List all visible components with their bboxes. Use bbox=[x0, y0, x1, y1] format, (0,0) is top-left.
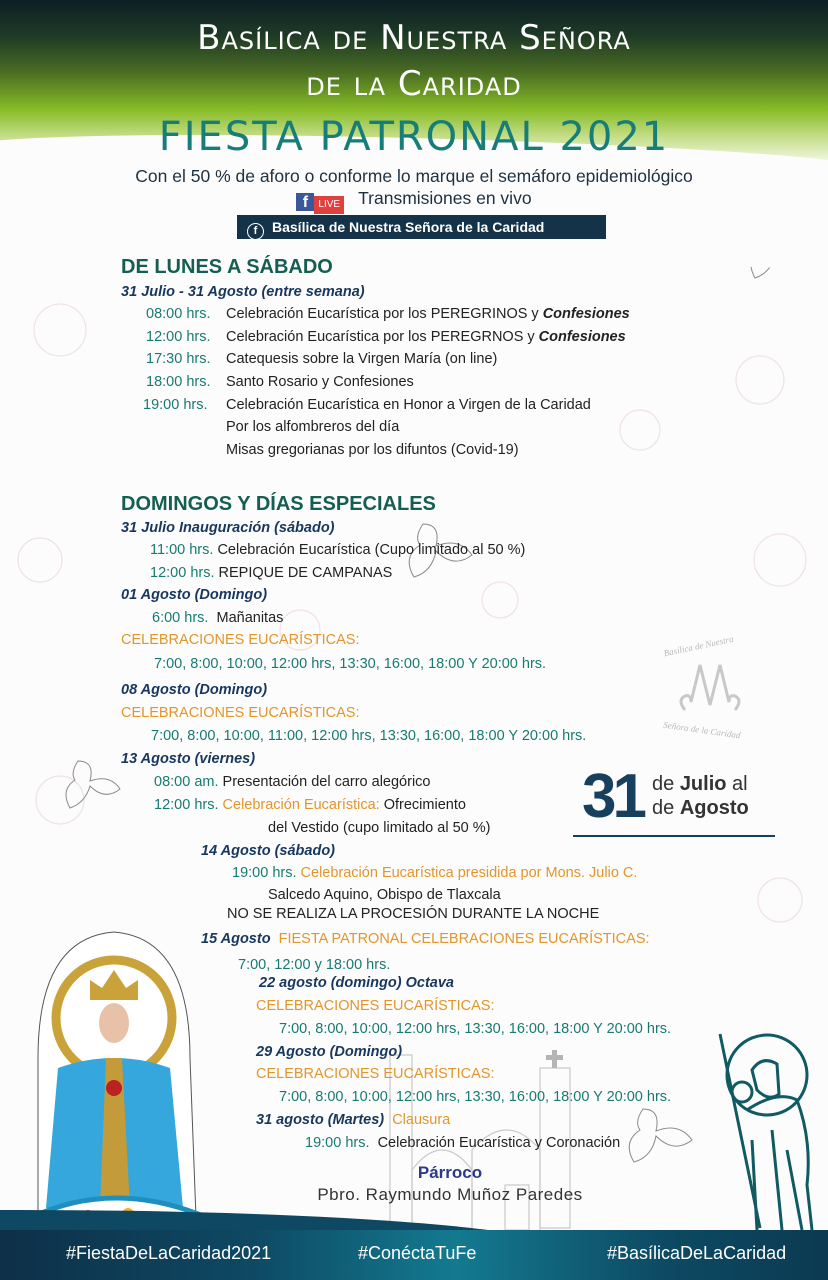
celebration-times: 7:00, 8:00, 10:00, 12:00 hrs, 13:30, 16:00, 18:00 Y 20:00 hrs. bbox=[154, 656, 547, 672]
ago22-title: 22 agosto (domingo) Octava bbox=[259, 975, 454, 991]
capacity-note: Con el 50 % de aforo o conforme lo marque el semáforo epidemiológico bbox=[135, 166, 693, 186]
schedule-item: 12:00 hrs. Celebración Eucarística: Ofrecimiento bbox=[154, 797, 466, 813]
schedule-item: 12:00 hrs. REPIQUE DE CAMPANAS bbox=[150, 565, 393, 581]
ago01-title: 01 Agosto (Domingo) bbox=[121, 587, 268, 603]
parish-priest-name: Pbro. Raymundo Muñoz Paredes bbox=[317, 1185, 583, 1204]
celebrations-label: CELEBRACIONES EUCARÍSTICAS: bbox=[256, 1066, 495, 1082]
schedule-item: 11:00 hrs. Celebración Eucarística (Cupo limitado al 50 %) bbox=[150, 542, 526, 558]
facebook-circle-icon: f bbox=[247, 223, 264, 240]
basilica-title-line2: de la Caridad bbox=[306, 64, 522, 104]
ago13-title: 13 Agosto (viernes) bbox=[121, 751, 256, 767]
ago14-title: 14 Agosto (sábado) bbox=[201, 843, 336, 859]
schedule-item: 17:30 hrs. Catequesis sobre la Virgen María (on line) bbox=[146, 351, 498, 367]
hashtag-conecta[interactable]: #ConéctaTuFe bbox=[358, 1243, 477, 1263]
basilica-title-line1: Basílica de Nuestra Señora bbox=[197, 18, 631, 58]
facebook-icon: f bbox=[296, 193, 314, 211]
ago29-title: 29 Agosto (Domingo) bbox=[256, 1044, 403, 1060]
basilica-seal bbox=[655, 635, 765, 745]
date-badge-underline bbox=[573, 835, 775, 837]
weekday-heading: DE LUNES A SÁBADO bbox=[121, 256, 333, 278]
schedule-item: 08:00 hrs. Celebración Eucarística por los PEREGRINOS y Confesiones bbox=[146, 306, 630, 322]
hashtag-fiesta[interactable]: #FiestaDeLaCaridad2021 bbox=[66, 1243, 272, 1263]
schedule-item: 19:00 hrs. Celebración Eucarística en Honor a Virgen de la Caridad bbox=[143, 397, 591, 413]
ago08-title: 08 Agosto (Domingo) bbox=[121, 682, 268, 698]
seal-text-bottom: Señora de la Caridad bbox=[662, 719, 742, 741]
celebrations-label: CELEBRACIONES EUCARÍSTICAS: bbox=[121, 705, 360, 721]
schedule-extra: del Vestido (cupo limitado al 50 %) bbox=[268, 820, 491, 836]
schedule-item: 6:00 hrs. Mañanitas bbox=[152, 610, 284, 626]
procession-notice: NO SE REALIZA LA PROCESIÓN DURANTE LA NOCHE bbox=[227, 906, 600, 922]
facebook-page-name: Basílica de Nuestra Señora de la Caridad bbox=[272, 219, 545, 235]
virgin-statue-image bbox=[18, 918, 210, 1238]
celebrations-label: CELEBRACIONES EUCARÍSTICAS: bbox=[256, 998, 495, 1014]
schedule-extra: Misas gregorianas por los difuntos (Covid-19) bbox=[226, 442, 519, 458]
schedule-item: 12:00 hrs. Celebración Eucarística por los PEREGRNOS y Confesiones bbox=[146, 329, 626, 345]
celebrations-label: CELEBRACIONES EUCARÍSTICAS: bbox=[121, 632, 360, 648]
schedule-extra: Salcedo Aquino, Obispo de Tlaxcala bbox=[268, 887, 501, 903]
ago31-row: 31 agosto (Martes) Clausura bbox=[256, 1112, 451, 1128]
celebration-times: 7:00, 8:00, 10:00, 12:00 hrs, 13:30, 16:00, 18:00 Y 20:00 hrs. bbox=[279, 1021, 672, 1037]
live-badge: LIVE bbox=[314, 196, 344, 214]
facebook-page-link[interactable] bbox=[237, 215, 606, 239]
date-badge-text: de Julio al de Agosto bbox=[652, 773, 749, 819]
parish-priest-role: Párroco bbox=[417, 1163, 483, 1182]
saint-joseph-outline-icon bbox=[712, 1030, 822, 1230]
schedule-item: 19:00 hrs. Celebración Eucarística presidida por Mons. Julio C. bbox=[232, 865, 638, 881]
celebration-times: 7:00, 8:00, 10:00, 11:00, 12:00 hrs, 13:30, 16:00, 18:00 Y 20:00 hrs. bbox=[151, 728, 587, 744]
seal-text-top: Basílica de Nuestra bbox=[662, 633, 735, 659]
hashtag-basilica[interactable]: #BasílicaDeLaCaridad bbox=[607, 1243, 787, 1263]
weekday-range: 31 Julio - 31 Agosto (entre semana) bbox=[121, 284, 365, 300]
schedule-item: 18:00 hrs. Santo Rosario y Confesiones bbox=[146, 374, 414, 390]
event-title: FIESTA PATRONAL 2021 bbox=[158, 114, 670, 160]
live-transmissions bbox=[0, 188, 828, 214]
schedule-item: 08:00 am. Presentación del carro alegórico bbox=[154, 774, 431, 790]
date-badge-day: 31 bbox=[582, 762, 643, 831]
special-heading: DOMINGOS Y DÍAS ESPECIALES bbox=[121, 493, 436, 515]
celebration-times: 7:00, 12:00 y 18:00 hrs. bbox=[238, 957, 391, 973]
jul31-title: 31 Julio Inauguración (sábado) bbox=[121, 520, 335, 536]
celebration-times: 7:00, 8:00, 10:00, 12:00 hrs, 13:30, 16:00, 18:00 Y 20:00 hrs. bbox=[279, 1089, 672, 1105]
transmissions-text: Transmisiones en vivo bbox=[358, 188, 532, 208]
schedule-extra: Por los alfombreros del día bbox=[226, 419, 400, 435]
ago15-row: 15 Agosto FIESTA PATRONAL CELEBRACIONES EUCARÍSTICAS: bbox=[201, 931, 650, 947]
schedule-item: 19:00 hrs. Celebración Eucarística y Coronación bbox=[305, 1135, 621, 1151]
